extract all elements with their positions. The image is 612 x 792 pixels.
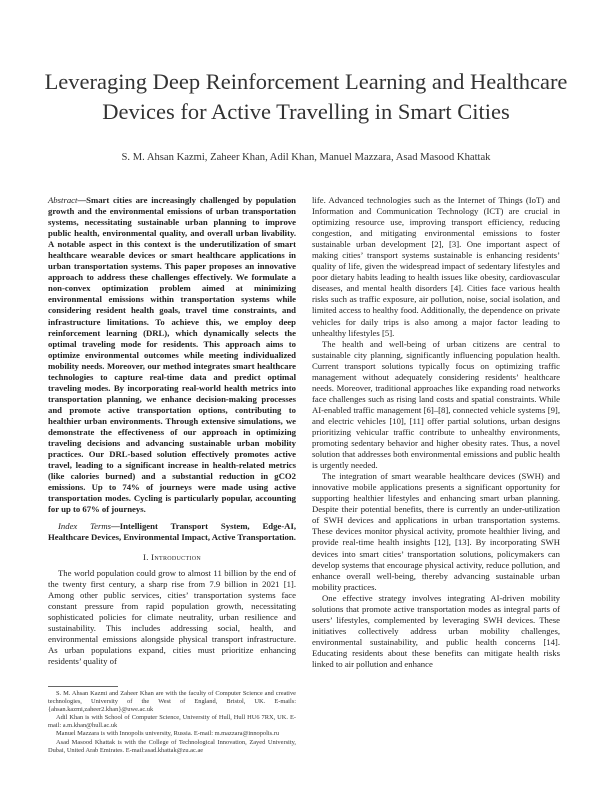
footnote: Adil Khan is with School of Computer Science, University of Hull, Hull HU6 7RX, UK. E-mail: a.m.khan@hull.ac.uk	[48, 714, 296, 730]
body-paragraph: One effective strategy involves integrating AI-driven mobility solutions that promote active transportation modes as integral parts of users’ lifestyles, complemented by leveraging SWH devices. These initiatives collectively address urban mobility challenges, environmental sustainability, and public health concerns [14]. Educating residents about these benefits can mitigate health risks linked to air pollution and enhance	[312, 592, 560, 669]
footnote: S. M. Ahsan Kazmi and Zaheer Khan are with the faculty of Computer Science and creative technologies, University of the West of England, Bristol, UK. E-mails: {ahsan.kazmi,zaheer2.khan}@uwe.ac.uk	[48, 690, 296, 714]
left-column	[48, 195, 296, 667]
intro-paragraph: The world population could grow to almost 11 billion by the end of the twenty first century, a sharp rise from 7.9 billion in 2021 [1]. Among other public services, cities’ transportation systems face constant pressure from rapid population growth, necessitating sophisticated policies for climate neutrality, urban resilience and sustainability. This includes addressing social, health, and environmental emissions alongside physical transport infrastructure. As urban populations expand, cities must prioritize enhancing residents’ quality of	[48, 567, 296, 666]
right-column	[312, 195, 560, 670]
author-list: S. M. Ahsan Kazmi, Zaheer Khan, Adil Khan, Manuel Mazzara, Asad Masood Khattak	[121, 152, 491, 163]
footnote: Manuel Mazzara is with Innopolis university, Russia. E-mail: m.mazzara@innopolis.ru	[56, 730, 280, 738]
body-paragraph: The integration of smart wearable healthcare devices (SWH) and innovative mobile applications presents a significant opportunity for supporting healthier lifestyles and enhancing smart urban planning. Despite their potential benefits, there is currently an under-utilization of SWH devices and applications in urban transportation systems. These devices monitor physical activity, promote healthier living, and provide real-time health insights [12], [13]. By incorporating SWH devices into smart cities’ transportation solutions, policymakers can develop systems that encourage physical activity, reduce pollution, and enhance overall well-being, thereby advancing sustainable urban mobility practices.	[312, 471, 560, 592]
footnote-divider	[48, 686, 118, 687]
body-paragraph: The health and well-being of urban citizens are central to sustainable city planning, significantly influencing population health. Current transport solutions typically focus on optimizing traffic management without adequately considering residents’ healthcare needs. Moreover, traditional approaches like expanding road networks face challenges such as rising land costs and spatial constraints. While AI-enabled traffic management [6]–[8], connected vehicle systems [9], and electric vehicles [10], [11] offer partial solutions, urban designs prioritizing vehicular traffic contribute to unhealthy environments, promoting sedentary behavior and higher obesity rates. Thus, a novel solution that addresses both environmental emissions and public health is urgently needed.	[312, 338, 560, 471]
index-terms	[48, 521, 296, 543]
index-terms-label: Index Terms	[58, 521, 112, 532]
section-heading-introduction: I. Introduction	[143, 552, 201, 563]
index-terms-text: —Intelligent Transport System, Edge-AI, Healthcare Devices, Environmental Impact, Active Transportation.	[48, 521, 296, 543]
paper-title: Leveraging Deep Reinforcement Learning and Healthcare Devices for Active Travelling in Smart Cities	[44, 69, 568, 125]
author-footnotes	[48, 690, 296, 755]
abstract-text: —Smart cities are increasingly challenged by population growth and the environmental emissions of urban transportation systems, necessitating sustainable urban planning to improve public health, environmental quality, and overall urban livability. A notable aspect in this context is the underutilization of smart healthcare wearable devices or smart healthcare applications in urban transportation systems. This paper proposes an innovative approach to address these challenges effectively. We formulate a non-convex optimization problem aimed at minimizing environmental emissions within transportation systems while considering resident health goals, travel time constraints, and infrastructure limitations. To achieve this, we employ deep reinforcement learning (DRL), which dynamically selects the optimal traveling mode for residents. This approach aims to optimize environmental outcomes while meeting individualized mobility needs. Moreover, our method integrates smart healthcare technologies to capture real-time data and predict optimal traveling modes. By incorporating real-world health metrics into transportation planning, we enhance decision-making processes and promote active transportation options, contributing to healthier urban environments. Through extensive simulations, we demonstrate the effectiveness of our approach in optimizing traveling decisions and advancing sustainable urban mobility practices. Our DRL-based solution effectively promotes active travel, leading to a significant increase in health-related metrics (like calories burned) and a substantial reduction in gCO2 emissions. Up to 74% of journeys were made using active transportation modes. Cycling is particularly popular, accounting for up to 67% of journeys.	[48, 195, 296, 515]
footnote: Asad Masood Khattak is with the College of Technological Innovation, Zayed University, Dubai, United Arab Emirates. E-mail:asad.khattak@zu.ac.ae	[48, 738, 296, 754]
body-paragraph: life. Advanced technologies such as the Internet of Things (IoT) and Information and Communication Technology (ICT) are crucial in optimizing resource use, improving transport efficiency, reducing congestion, and mitigating environmental emissions to foster sustainable urban development [2], [3]. One important aspect of making cities’ transport systems sustainable is enhancing residents’ quality of life, given the widespread impact of sedentary lifestyles and poor dietary habits leading to health issues like obesity, cardiovascular diseases, and mental health disorders [4]. Cities face various health risks such as traffic exposure, air pollution, noise, social isolation, and limited access to healthy food. Additionally, the dependence on private vehicles for daily trips is also among a major factor leading to unhealthy lifestyles [5].	[312, 195, 560, 338]
abstract-label: Abstract	[48, 195, 78, 205]
abstract	[48, 195, 296, 515]
